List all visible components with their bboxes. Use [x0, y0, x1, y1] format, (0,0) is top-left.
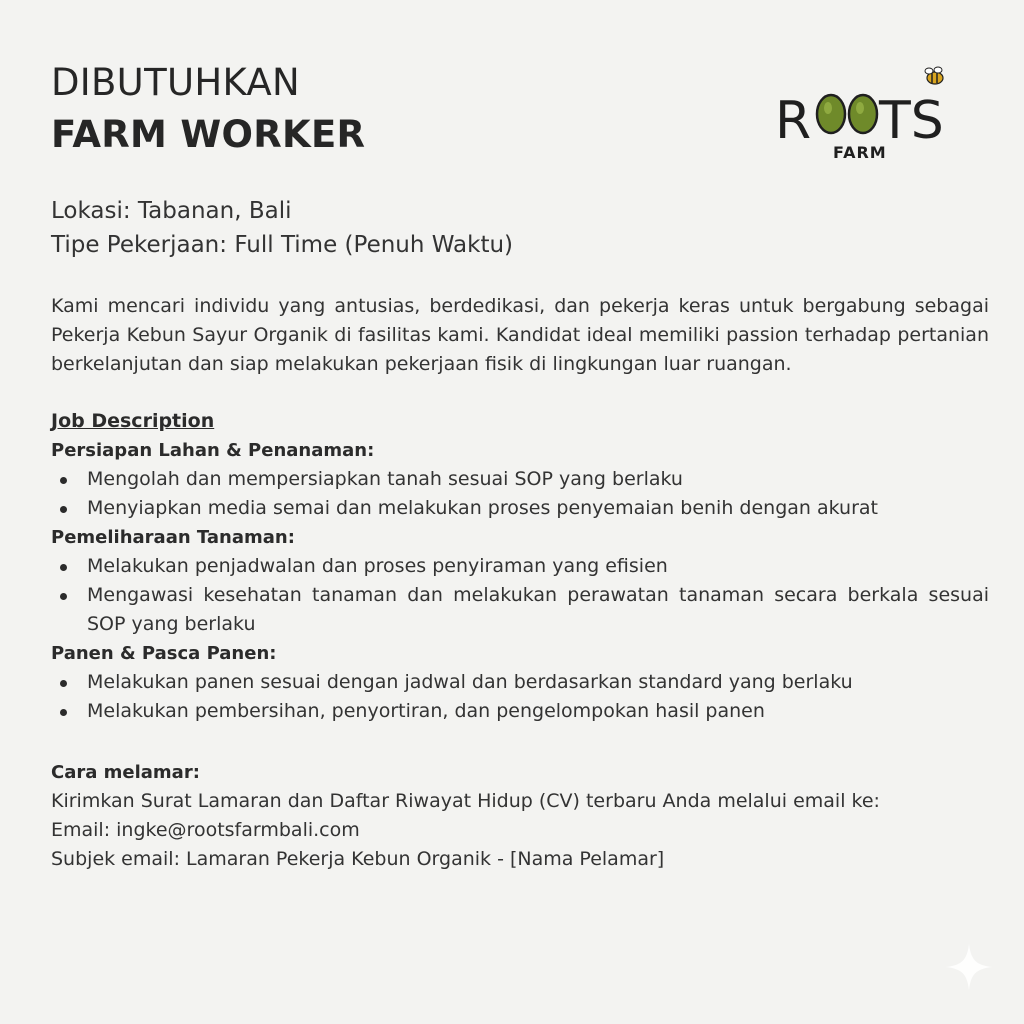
apply-subject: Subjek email: Lamaran Pekerja Kebun Organik - [Nama Pelamar]	[51, 848, 665, 870]
heading-job-title: FARM WORKER	[51, 113, 366, 156]
section-heading: Persiapan Lahan & Penanaman:	[51, 440, 375, 461]
apply-title: Cara melamar:	[51, 762, 200, 783]
heading-dibutuhkan: DIBUTUHKAN	[51, 61, 300, 104]
list-item: Mengolah dan mempersiapkan tanah sesuai SOP yang berlaku	[51, 465, 989, 494]
apply-instruction: Kirimkan Surat Lamaran dan Daftar Riwayat Hidup (CV) terbaru Anda melalui email ke:	[51, 790, 880, 812]
location-text: Lokasi: Tabanan, Bali	[51, 198, 292, 224]
apply-email: Email: ingke@rootsfarmbali.com	[51, 819, 360, 841]
list-item: Mengawasi kesehatan tanaman dan melakukan perawatan tanaman secara berkala sesuai SOP yang berlaku	[51, 581, 989, 639]
job-description-title: Job Description	[51, 410, 215, 432]
bullet-list	[51, 465, 989, 523]
job-poster	[51, 60, 989, 874]
logo-letter-r: R	[775, 91, 812, 151]
section-heading: Panen & Pasca Panen:	[51, 643, 277, 664]
list-item: Melakukan pembersihan, penyortiran, dan pengelompokan hasil panen	[51, 697, 989, 726]
job-description-section	[51, 523, 989, 639]
job-type-text: Tipe Pekerjaan: Full Time (Penuh Waktu)	[51, 232, 514, 258]
intro-paragraph: Kami mencari individu yang antusias, berdedikasi, dan pekerja keras untuk bergabung sebagai Pekerja Kebun Sayur Organik di fasilitas kami. Kandidat ideal memiliki passion terhadap pertanian berkelanjutan dan siap melakukan pekerjaan fisik di lingkungan luar ruangan.	[51, 295, 989, 375]
list-item: Melakukan panen sesuai dengan jadwal dan berdasarkan standard yang berlaku	[51, 668, 989, 697]
logo-letters-ts: TS	[879, 91, 944, 151]
bullet-list	[51, 668, 989, 726]
bullet-list	[51, 552, 989, 639]
sparkle-icon	[944, 942, 994, 992]
logo-subtext: FARM	[833, 143, 887, 162]
job-meta	[51, 194, 989, 262]
list-item: Melakukan penjadwalan dan proses penyiraman yang efisien	[51, 552, 989, 581]
job-description-section	[51, 639, 989, 726]
section-heading: Pemeliharaan Tanaman:	[51, 527, 295, 548]
list-item: Menyiapkan media semai dan melakukan proses penyemaian benih dengan akurat	[51, 494, 989, 523]
job-description-section	[51, 436, 989, 523]
